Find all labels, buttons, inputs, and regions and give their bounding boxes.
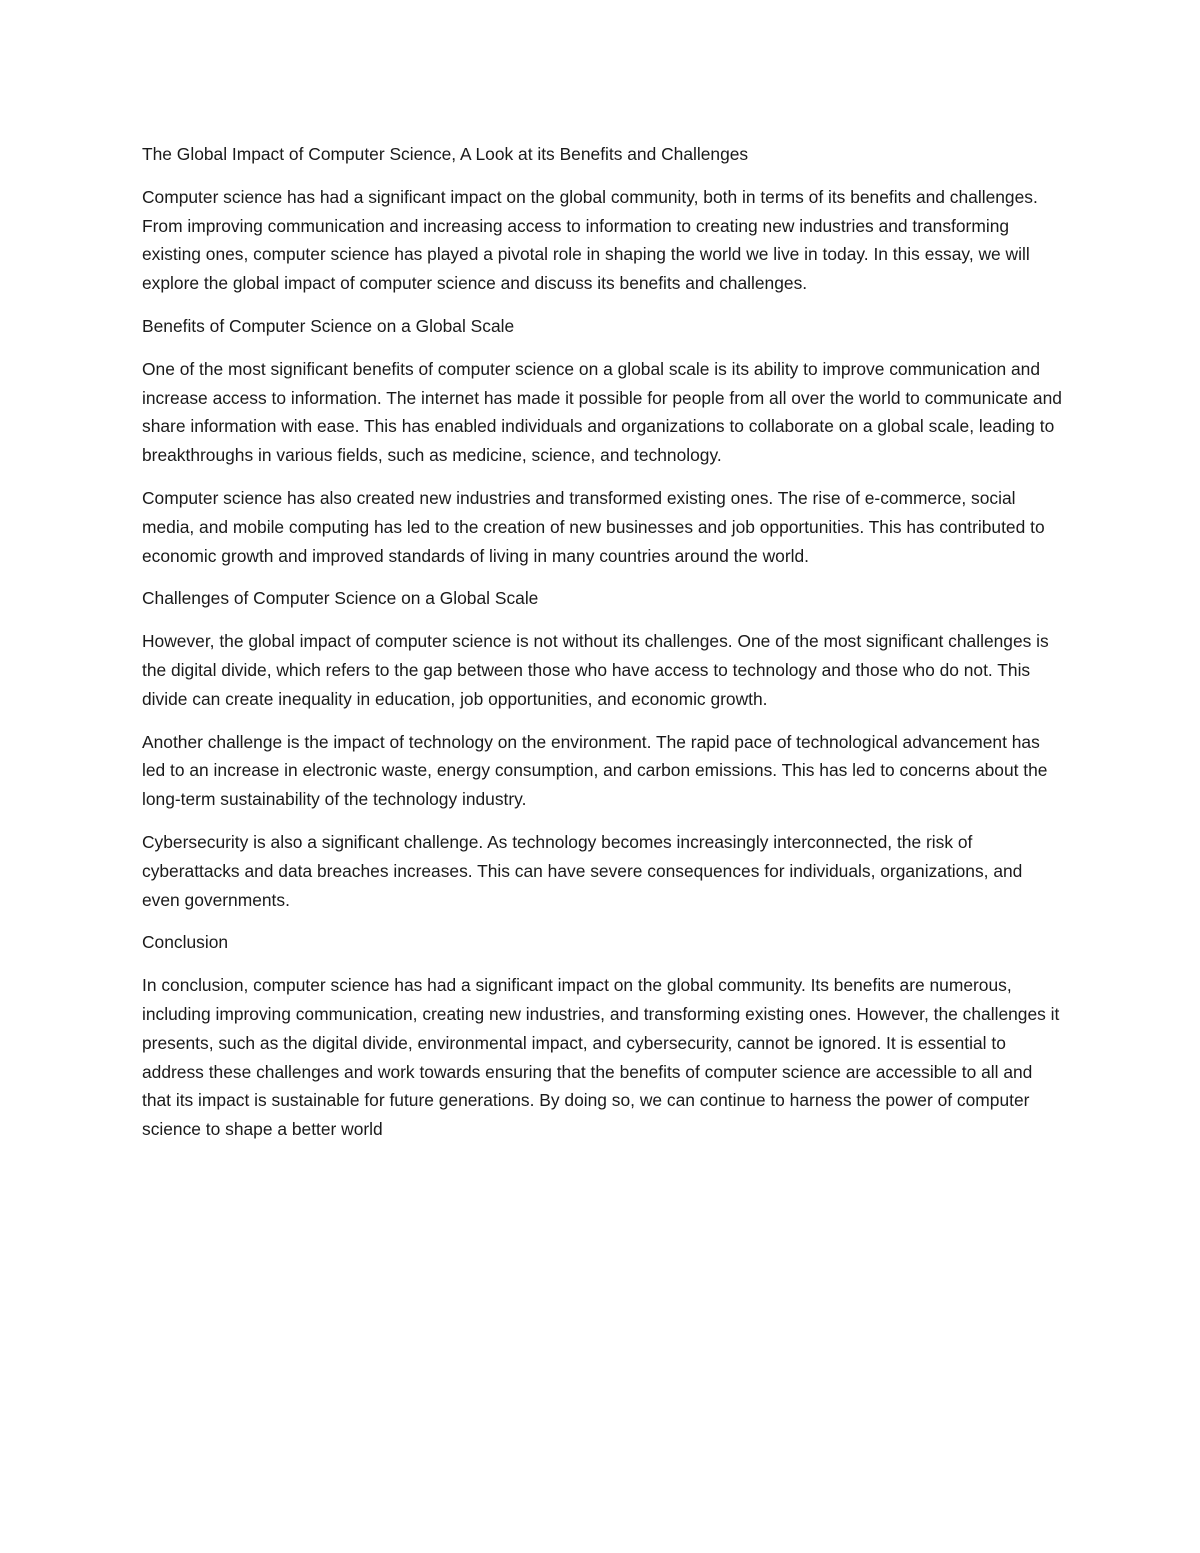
- benefits-paragraph-2: Computer science has also created new industries and transformed existing ones. The rise of e-commerce, social media, and mobile computing has led to the creation of new businesses and job opportunities. This has contributed to economic growth and improved standards of living in many countries around the world.: [142, 487, 1045, 566]
- challenges-paragraph-3: Cybersecurity is also a significant challenge. As technology becomes increasingly interconnected, the risk of cyberattacks and data breaches increases. This can have severe consequences for individuals, organizations, and even governments.: [142, 831, 1023, 910]
- conclusion-heading: Conclusion: [142, 932, 229, 953]
- intro-paragraph: Computer science has had a significant impact on the global community, both in terms of its benefits and challenges. From improving communication and increasing access to information to creating new industries and transforming existing ones, computer science has played a pivotal role in shaping the world we live in today. In this essay, we will explore the global impact of computer science and discuss its benefits and challenges.: [142, 186, 1038, 294]
- challenges-paragraph-1: However, the global impact of computer science is not without its challenges. One of the most significant challenges is the digital divide, which refers to the gap between those who have access to technology and those who do not. This divide can create inequality in education, job opportunities, and economic growth.: [142, 631, 1049, 709]
- challenges-paragraph-2: Another challenge is the impact of technology on the environment. The rapid pace of technological advancement has led to an increase in electronic waste, energy consumption, and carbon emissions. This has led to concerns about the long-term sustainability of the technology industry.: [142, 731, 1048, 810]
- document-title: The Global Impact of Computer Science, A Look at its Benefits and Challenges: [142, 144, 749, 164]
- document-body: [142, 140, 1062, 1144]
- benefits-paragraph-1: One of the most significant benefits of computer science on a global scale is its ability to improve communication and increase access to information. The internet has made it possible for people from all over the world to communicate and share information with ease. This has enabled individuals and organizations to collaborate on a global scale, leading to breakthroughs in various fields, such as medicine, science, and technology.: [142, 358, 1062, 466]
- challenges-heading: Challenges of Computer Science on a Global Scale: [142, 588, 539, 609]
- conclusion-paragraph: In conclusion, computer science has had a significant impact on the global community. Its benefits are numerous, including improving communication, creating new industries, and transforming existing ones. However, the challenges it presents, such as the digital divide, environmental impact, and cybersecurity, cannot be ignored. It is essential to address these challenges and work towards ensuring that the benefits of computer science are accessible to all and that its impact is sustainable for future generations. By doing so, we can continue to harness the power of computer science to shape a better world: [142, 975, 1060, 1140]
- benefits-heading: Benefits of Computer Science on a Global Scale: [142, 315, 515, 336]
